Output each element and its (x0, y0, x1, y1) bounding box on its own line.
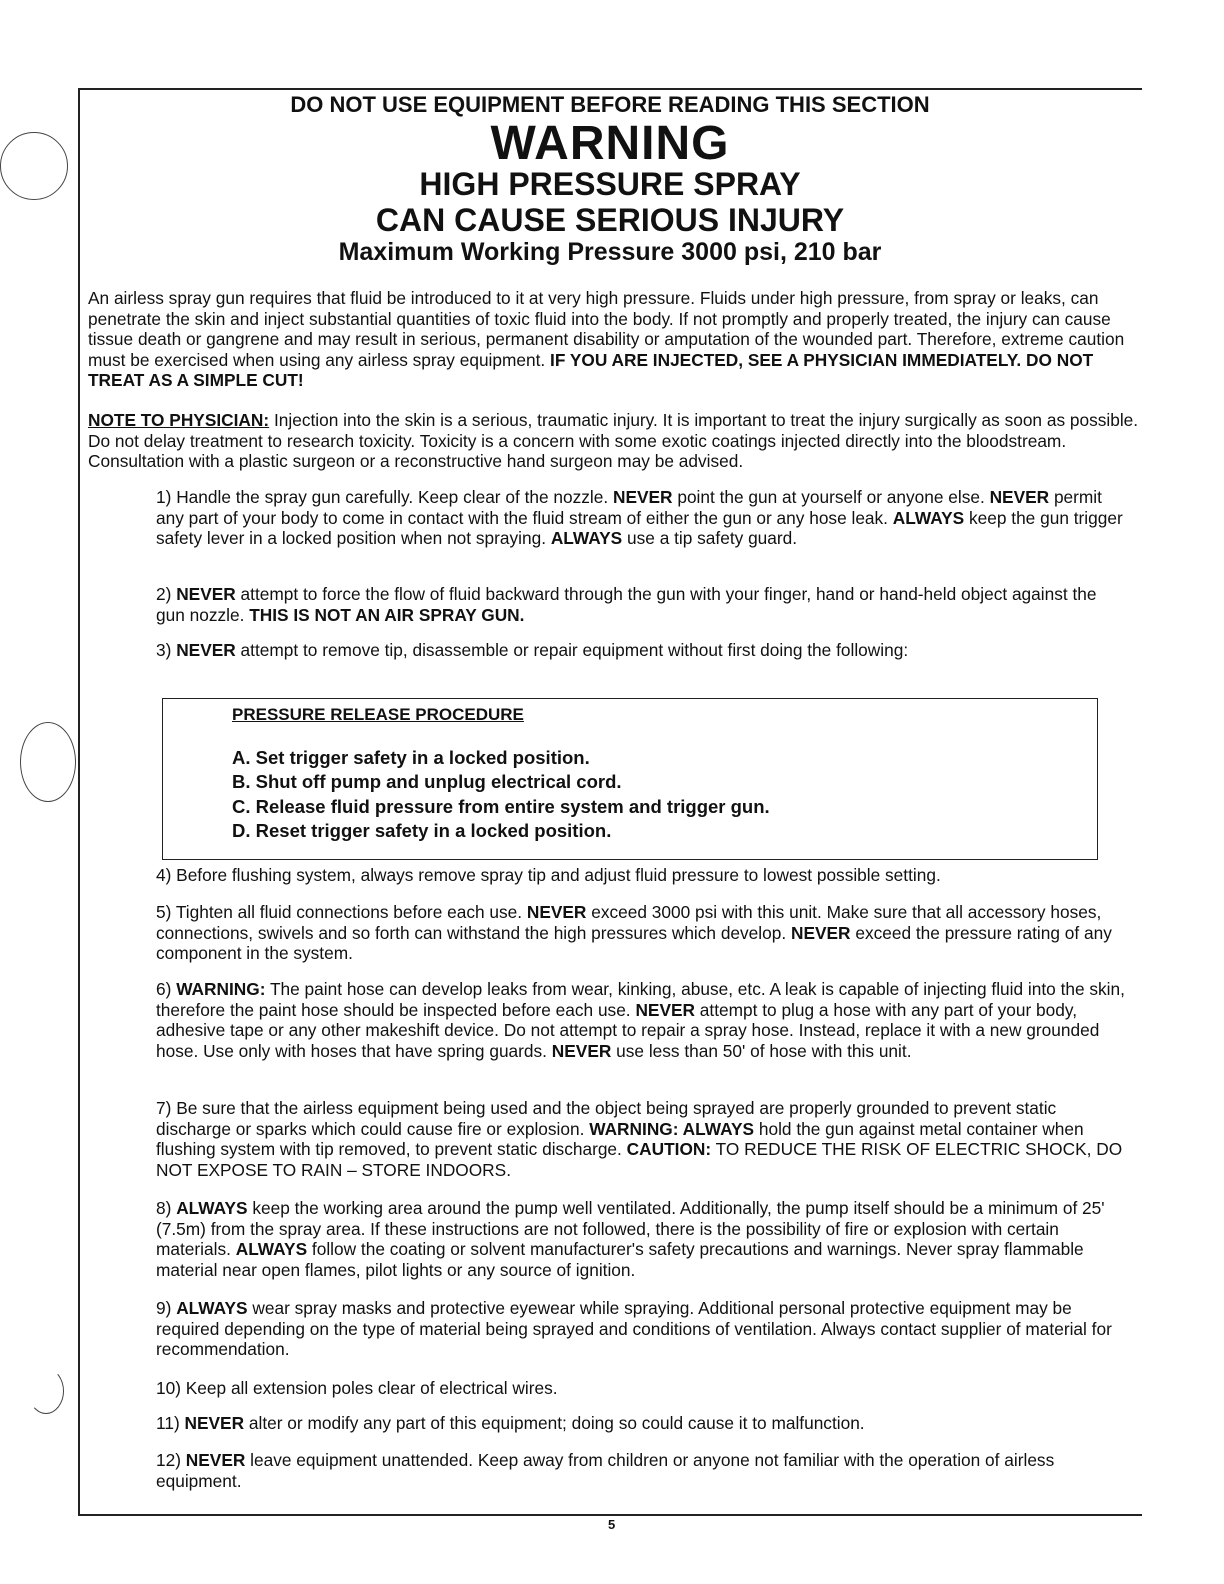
item-text: The paint hose can develop leaks from wear, kinking, abuse, etc. A leak is capable of injecting fluid into the skin, therefore the paint hose should be inspected before each use. (156, 979, 1125, 1020)
spray-heading: HIGH PRESSURE SPRAY (419, 166, 801, 202)
item-text: use less than 50' of hose with this unit. (616, 1040, 912, 1061)
item-text: attempt to force the flow of fluid backward through the gun with your finger, hand or hand-held object against the gun nozzle. (156, 584, 1097, 625)
item-number: 2) (156, 584, 172, 604)
intro-bold-warning: IF YOU ARE INJECTED, SEE A PHYSICIAN IMMEDIATELY. DO NOT TREAT AS A SIMPLE CUT! (88, 349, 1094, 390)
punch-hole-top (0, 132, 68, 200)
item-emphasis: NEVER (790, 922, 851, 943)
item-4: 4) Before flushing system, always remove spray tip and adjust fluid pressure to lowest possible setting. (156, 865, 941, 885)
intro-text: An airless spray gun requires that fluid be introduced to it at very high pressure. Fluids under high pressure, from spray or leaks, can penetrate the skin and inject substantial quantities of toxic fluid into the body. If not promptly and properly treated, the injury can cause tissue death or gangrene and may result in serious, permanent disability or amputation of the wounded part. Therefore, extreme caution must be exercised when using any airless spray equipment. (88, 288, 1125, 370)
item-text: point the gun at yourself or anyone else. (677, 487, 985, 507)
item-text: use a tip safety guard. (627, 528, 798, 548)
item-text: Tighten all fluid connections before each use. (175, 902, 523, 922)
procedure-title: PRESSURE RELEASE PROCEDURE (232, 705, 524, 724)
item-text: exceed the pressure rating of any component in the system. (156, 922, 1112, 963)
punch-hole-middle (20, 722, 76, 802)
item-text: attempt to remove tip, disassemble or repair equipment without first doing the following: (240, 640, 909, 660)
item-emphasis: WARNING: (176, 979, 266, 999)
item-number: 1) (156, 487, 172, 507)
item-emphasis: NEVER (526, 902, 587, 922)
punch-hole-bottom (28, 1368, 64, 1414)
item-emphasis: ALWAYS (892, 507, 965, 528)
item-10: 10) Keep all extension poles clear of electrical wires. (156, 1378, 558, 1398)
item-number: 8) (156, 1198, 172, 1218)
item-emphasis: WARNING: ALWAYS (589, 1118, 755, 1139)
item-emphasis: ALWAYS (176, 1298, 248, 1318)
physician-label: NOTE TO PHYSICIAN: (88, 410, 270, 430)
item-emphasis: NEVER (612, 487, 673, 507)
injury-heading: CAN CAUSE SERIOUS INJURY (375, 202, 845, 238)
item-text: Be sure that the airless equipment being used and the object being sprayed are properly grounded to prevent static discharge or sparks which could cause fire or explosion. (156, 1098, 1057, 1139)
item-emphasis: THIS IS NOT AN AIR SPRAY GUN. (249, 604, 525, 625)
item-text: leave equipment unattended. Keep away from children or anyone not familiar with the operation of airless equipment. (156, 1450, 1055, 1491)
item-5 (156, 902, 1126, 964)
page-number: 5 (608, 1517, 616, 1532)
item-text: alter or modify any part of this equipment; doing so could cause it to malfunction. (248, 1413, 865, 1433)
item-emphasis: ALWAYS (550, 528, 623, 548)
item-text: attempt to plug a hose with any part of your body, adhesive tape or any other makeshift device. Do not attempt to repair a spray hose. Instead, replace it with a new grounded hose. Use only with hoses that have spring guards. (156, 999, 1100, 1061)
item-emphasis: NEVER (551, 1040, 612, 1061)
item-3 (156, 640, 1126, 661)
item-emphasis: NEVER (176, 640, 236, 660)
item-2 (156, 584, 1126, 625)
physician-note (88, 410, 1140, 472)
item-text: hold the gun against metal container when flushing system with tip removed, to prevent static discharge. (156, 1118, 1084, 1159)
item-6 (156, 979, 1126, 1061)
procedure-step-c: C. Release fluid pressure from entire system and trigger gun. (232, 796, 770, 817)
item-number: 11) (156, 1413, 180, 1433)
item-number: 12) (156, 1450, 181, 1470)
item-emphasis: NEVER (176, 584, 236, 604)
item-number: 7) (156, 1098, 172, 1118)
item-text: keep the working area around the pump well ventilated. Additionally, the pump itself should be a minimum of 25' (7.5m) from the spray area. If these instructions are not followed, there is the possibility of fire or explosion with certain materials. (156, 1198, 1105, 1259)
item-1 (156, 487, 1126, 549)
item-number: 5) (156, 902, 172, 922)
item-8 (156, 1198, 1126, 1280)
item-text: Handle the spray gun carefully. Keep clear of the nozzle. (176, 487, 609, 507)
item-text: TO REDUCE THE RISK OF ELECTRIC SHOCK, DO NOT EXPOSE TO RAIN – STORE INDOORS. (156, 1139, 1123, 1180)
item-emphasis: ALWAYS (235, 1239, 308, 1259)
item-emphasis: NEVER (989, 487, 1050, 507)
item-number: 3) (156, 640, 172, 660)
item-text: follow the coating or solvent manufacturer's safety precautions and warnings. Never spray flammable material near open flames, pilot lights or any source of ignition. (156, 1239, 1084, 1280)
item-emphasis: NEVER (635, 999, 695, 1020)
procedure-step-b: B. Shut off pump and unplug electrical cord. (232, 771, 622, 792)
item-emphasis: NEVER (185, 1450, 246, 1470)
procedure-step-a: A. Set trigger safety in a locked position. (232, 747, 590, 768)
warning-title: WARNING (490, 117, 730, 170)
item-emphasis: NEVER (184, 1413, 245, 1433)
item-text: wear spray masks and protective eyewear while spraying. Additional personal protective equipment may be required depending on the type of material being sprayed and conditions of ventilation. Always contact supplier of material for recommendation. (156, 1298, 1112, 1359)
physician-text: Injection into the skin is a serious, traumatic injury. It is important to treat the injury surgically as soon as possible. Do not delay treatment to research toxicity. Toxicity is a concern with some exotic coatings injected directly into the bloodstream. Consultation with a plastic surgeon or a reconstructive hand surgeon may be advised. (88, 410, 1139, 471)
item-text: permit any part of your body to come in contact with the fluid stream of either the gun or any hose leak. (156, 487, 1102, 528)
item-emphasis: ALWAYS (176, 1198, 248, 1218)
item-text: exceed 3000 psi with this unit. Make sure that all accessory hoses, connections, swivels and so forth can withstand the high pressures which develop. (156, 902, 1102, 943)
item-7 (156, 1098, 1126, 1180)
item-number: 6) (156, 979, 172, 999)
max-pressure-heading: Maximum Working Pressure 3000 psi, 210 bar (338, 238, 882, 266)
item-emphasis: CAUTION: (626, 1139, 712, 1159)
item-11 (156, 1413, 1126, 1434)
intro-paragraph (88, 288, 1140, 391)
item-9 (156, 1298, 1126, 1360)
item-12 (156, 1450, 1126, 1491)
item-text: keep the gun trigger safety lever in a locked position when not spraying. (156, 507, 1123, 548)
item-number: 9) (156, 1298, 172, 1318)
procedure-step-d: D. Reset trigger safety in a locked position. (232, 820, 612, 841)
section-heading: DO NOT USE EQUIPMENT BEFORE READING THIS SECTION (290, 92, 930, 117)
